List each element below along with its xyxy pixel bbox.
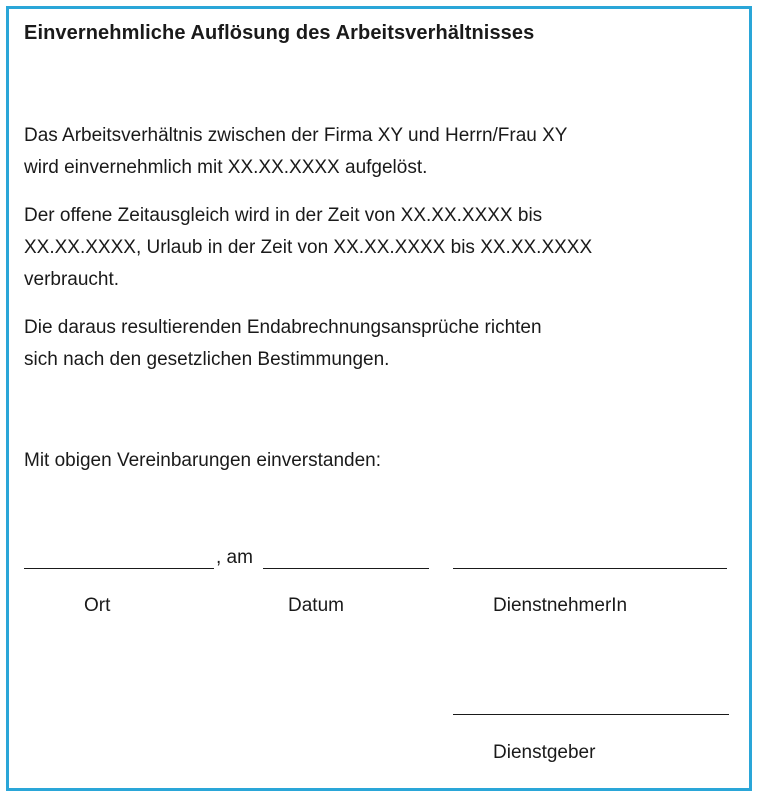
- paragraph-line: XX.XX.XXXX, Urlaub in der Zeit von XX.XX.XXXX bis XX.XX.XXXX: [24, 237, 593, 258]
- paragraph-line: Die daraus resultierenden Endabrechnungsansprüche richten: [24, 317, 542, 338]
- am-label: , am: [216, 547, 253, 568]
- paragraph-termination: [24, 120, 567, 184]
- datum-label: Datum: [288, 595, 344, 616]
- paragraph-time-off: [24, 200, 592, 296]
- ort-label: Ort: [84, 595, 111, 616]
- paragraph-settlement: [24, 312, 542, 376]
- dienstgeber-label: Dienstgeber: [493, 742, 596, 763]
- paragraph-line: Das Arbeitsverhältnis zwischen der Firma XY und Herrn/Frau XY: [24, 125, 568, 146]
- datum-signature-line: [263, 568, 429, 569]
- paragraph-line: sich nach den gesetzlichen Bestimmungen.: [24, 349, 390, 370]
- ort-signature-line: [24, 568, 214, 569]
- dienstnehmer-signature-line: [453, 568, 727, 569]
- paragraph-line: verbraucht.: [24, 269, 120, 290]
- agreement-statement: Mit obigen Vereinbarungen einverstanden:: [24, 450, 382, 471]
- paragraph-line: wird einvernehmlich mit XX.XX.XXXX aufgelöst.: [24, 157, 428, 178]
- document-title: Einvernehmliche Auflösung des Arbeitsverhältnisses: [24, 22, 535, 44]
- dienstnehmer-label: DienstnehmerIn: [493, 595, 628, 616]
- dienstgeber-signature-line: [453, 714, 729, 715]
- paragraph-line: Der offene Zeitausgleich wird in der Zeit von XX.XX.XXXX bis: [24, 205, 543, 226]
